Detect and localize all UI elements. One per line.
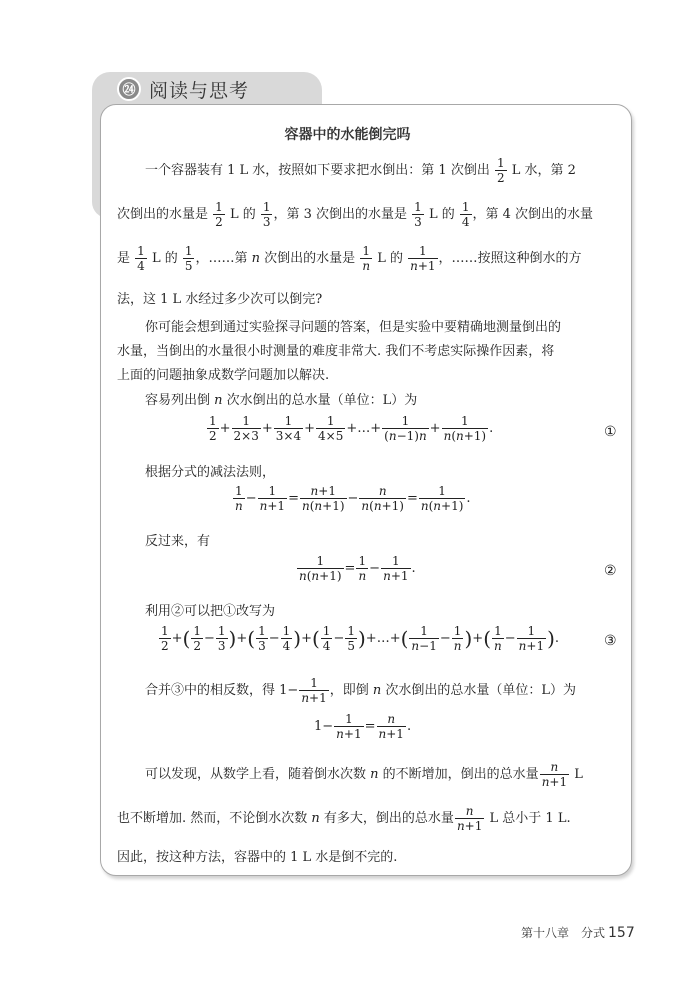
section-title: 阅读与思考 [149, 80, 250, 102]
equation-3: $\frac{1}{2}$ +( $\frac{1}{2}$ − $\frac{1}{3}$ )+( $\frac{1}{3}$ − $\frac{1}{4}$ )+( $\frac{1}{4}$ − $\frac{1}{5}$ )+…+( $\frac{1}{n-1}$ − $\frac{1}{n}$ )+( $\frac{1}{n}$ − $\frac{1}{n+1}$ ). [161, 624, 560, 653]
text-line: 法，这 1 L 水经过多少次可以倒完? [117, 292, 323, 307]
text-line: 是 $\frac{1}{4}$ L 的 $\frac{1}{5}$ ，……第 n 次倒出的水量是 $\frac{1}{n}$ L 的 $\frac{1}{n+1}$ ，……按照这种倒水的方 [117, 244, 582, 273]
equation-number: ③ [604, 633, 617, 649]
text-line: 水量，当倒出的水量很小时测量的难度非常大. 我们不考虑实际操作因素，将 [117, 344, 555, 359]
chapter-label: 第十八章 分式 [521, 926, 606, 940]
total-volume-equation: 1− $\frac{1}{n+1}$ = $\frac{n}{n+1}$ . [314, 712, 412, 741]
text-line: 上面的问题抽象成数学问题加以解决. [117, 368, 330, 383]
text-line: 因此，按这种方法，容器中的 1 L 水是倒不完的. [117, 850, 398, 865]
reading-badge-icon: ㉔ [117, 77, 141, 101]
equation-1: $\frac{1}{2}$ + $\frac{1}{2\times 3}$ + $\frac{1}{3\times 4}$ + $\frac{1}{4\times 5}$ +…+ $\frac{1}{(n-1)n}$ + $\frac{1}{n(n+1)}$ . [209, 414, 494, 443]
text-line: 反过来，有 [145, 534, 211, 549]
text-line: 你可能会想到通过实验探寻问题的答案，但是实验中要精确地测量倒出的 [145, 320, 562, 335]
page-footer [521, 924, 635, 941]
equation-number: ② [604, 563, 617, 579]
text-line: 利用②可以把①改写为 [145, 604, 276, 619]
text-line: 容易列出倒 n 次水倒出的总水量（单位：L）为 [145, 393, 418, 408]
text-line: 一个容器装有 1 L 水，按照如下要求把水倒出：第 1 次倒出 $\frac{1}{2}$ L 水，第 2 [145, 156, 576, 185]
subtraction-rule-equation: $\frac{1}{n}$ − $\frac{1}{n+1}$ = $\frac{n+1}{n(n+1)}$ − $\frac{n}{n(n+1)}$ = $\frac{1}{n(n+1)}$ . [235, 484, 471, 513]
article-title: 容器中的水能倒完吗 [284, 127, 411, 143]
page-number: 157 [608, 925, 635, 941]
text-line: 次倒出的水量是 $\frac{1}{2}$ L 的 $\frac{1}{3}$ ，第 3 次倒出的水量是 $\frac{1}{3}$ L 的 $\frac{1}{4}$ ，第 4 次倒出的水量 [117, 200, 594, 229]
equation-2: $\frac{1}{n(n+1)}$ = $\frac{1}{n}$ − $\frac{1}{n+1}$ . [299, 554, 416, 583]
text-line: 根据分式的减法法则， [145, 465, 276, 480]
equation-number: ① [604, 424, 617, 440]
text-line: 合并③中的相反数，得 1− $\frac{1}{n+1}$ ，即倒 n 次水倒出的总水量（单位：L）为 [145, 676, 577, 705]
text-line: 也不断增加. 然而，不论倒水次数 n 有多大，倒出的总水量 $\frac{n}{n+1}$ L 总小于 1 L. [117, 804, 571, 833]
text-line: 可以发现，从数学上看，随着倒水次数 n 的不断增加，倒出的总水量 $\frac{n}{n+1}$ L [145, 760, 583, 789]
